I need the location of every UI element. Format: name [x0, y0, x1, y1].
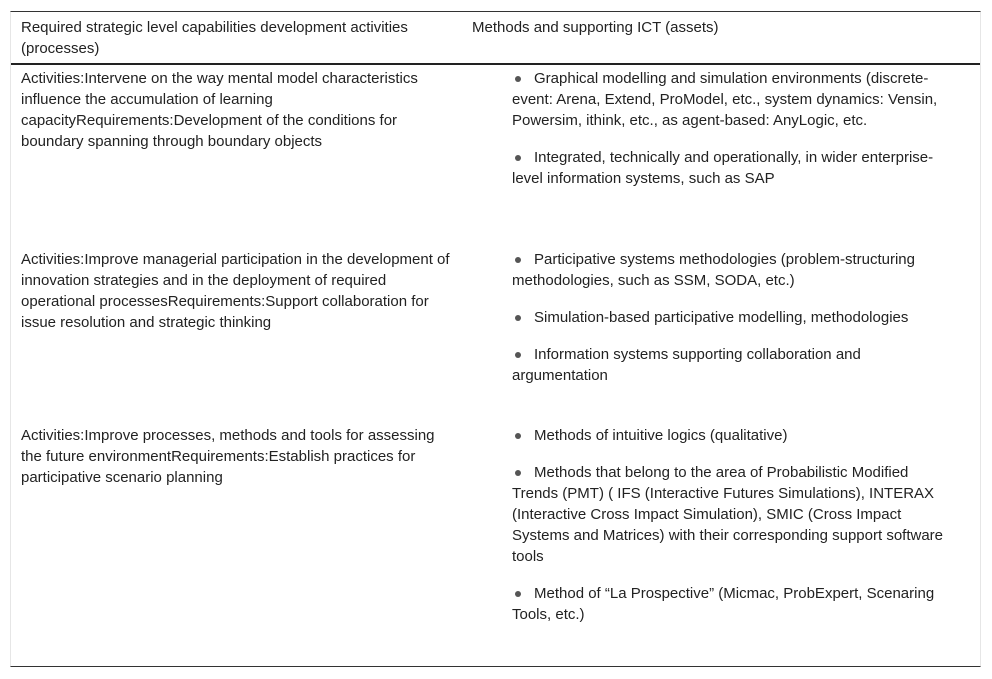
method-list-item: [512, 583, 957, 625]
bullet-icon: [515, 591, 521, 597]
bullet-icon: [515, 257, 521, 263]
method-list-item: [512, 68, 957, 131]
bullet-icon: [515, 352, 521, 358]
method-text: Participative systems methodologies (problem-structuring methodologies, such as SSM, SODA, etc.): [512, 251, 915, 289]
bullet-icon: [515, 155, 521, 161]
methods-cell: [512, 68, 957, 205]
method-list-item: [512, 307, 957, 328]
method-text: Simulation-based participative modelling, methodologies: [534, 309, 909, 326]
methods-cell: [512, 425, 957, 641]
bullet-icon: [515, 76, 521, 82]
method-text: Method of “La Prospective” (Micmac, ProbExpert, Scenaring Tools, etc.): [512, 585, 935, 623]
method-list-item: [512, 425, 957, 446]
method-list-item: [512, 249, 957, 291]
activities-cell: Activities:Improve processes, methods and tools for assessing the future environmentRequirements:Establish practices for participative scenario planning: [21, 427, 435, 486]
activities-cell: Activities:Intervene on the way mental model characteristics influence the accumulation of learning capacityRequirements:Development of the conditions for boundary spanning through boundary objects: [21, 70, 418, 150]
bullet-icon: [515, 470, 521, 476]
bullet-icon: [515, 315, 521, 321]
method-text: Methods of intuitive logics (qualitative): [534, 427, 788, 444]
capabilities-table: [10, 11, 981, 667]
activities-cell: Activities:Improve managerial participation in the development of innovation strategies and in the deployment of required operational processesRequirements:Support collaboration for issue resolution and strategic thinking: [21, 251, 450, 331]
bullet-icon: [515, 433, 521, 439]
method-text: Integrated, technically and operationally, in wider enterprise-level information systems, such as SAP: [512, 149, 934, 187]
header-methods: Methods and supporting ICT (assets): [472, 19, 719, 36]
method-list-item: [512, 462, 957, 567]
header-activities: Required strategic level capabilities development activities (processes): [21, 19, 408, 57]
method-text: Graphical modelling and simulation environments (discrete-event: Arena, Extend, ProModel, etc., system dynamics: Vensin, Powersim, ithink, etc., as agent-based: AnyLogic, etc.: [512, 70, 938, 129]
method-text: Methods that belong to the area of Probabilistic Modified Trends (PMT) ( IFS (Interactive Futures Simulations), INTERAX (Interactive Cross Impact Simulation), SMIC (Cross Impact Systems and Matrices) with their corresponding support software tools: [512, 464, 944, 565]
method-text: Information systems supporting collaboration and argumentation: [512, 346, 861, 384]
methods-cell: [512, 249, 957, 402]
method-list-item: [512, 344, 957, 386]
table-header-row: [11, 12, 980, 65]
method-list-item: [512, 147, 957, 189]
